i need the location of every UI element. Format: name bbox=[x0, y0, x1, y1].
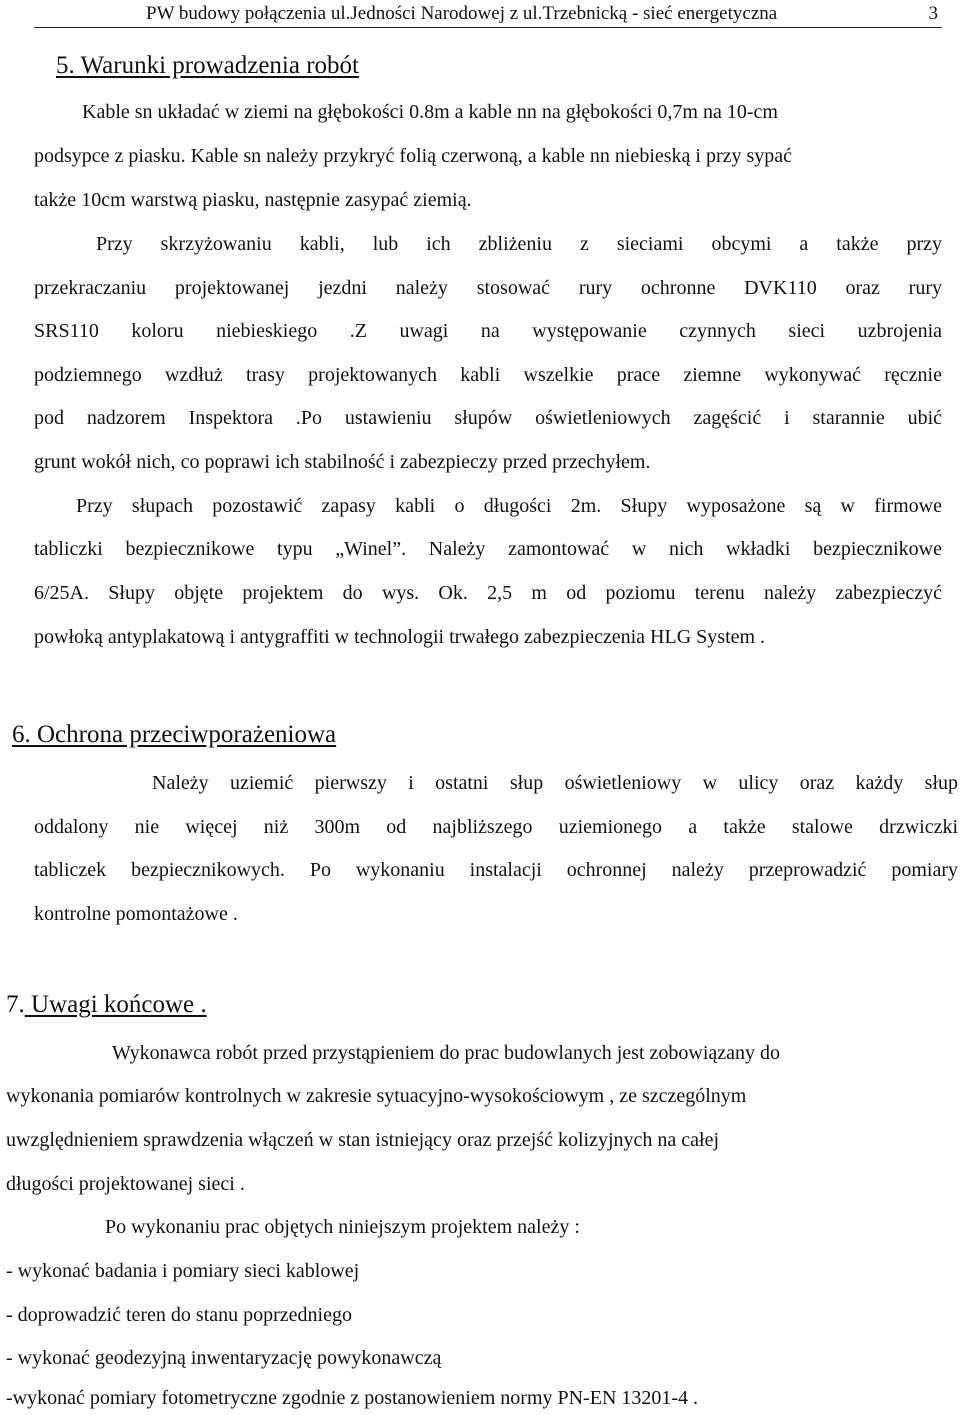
s7-line-2: wykonania pomiarów kontrolnych w zakresie sytuacyjno-wysokościowym , ze szczególnym bbox=[6, 1085, 747, 1107]
list-item: - doprowadzić teren do stanu poprzedniego bbox=[6, 1304, 352, 1326]
header-title: PW budowy połączenia ul.Jedności Narodowej z ul.Trzebnicką - sieć energetyczna bbox=[146, 3, 778, 24]
page-header bbox=[34, 0, 942, 28]
s5-line-13: powłoką antyplakatową i antygraffiti w technologii trwałego zabezpieczenia HLG System . bbox=[34, 626, 766, 648]
section-5-heading: 5. Warunki prowadzenia robót bbox=[56, 52, 359, 79]
s5-line-9: grunt wokół nich, co poprawi ich stabilność i zabezpieczy przed przechyłem. bbox=[34, 451, 651, 473]
s7-line-3: uwzględnieniem sprawdzenia włączeń w stan istniejący oraz przejść kolizyjnych na całej bbox=[6, 1129, 720, 1151]
section-7-heading bbox=[6, 990, 207, 1020]
s6-line-4: kontrolne pomontażowe . bbox=[34, 903, 238, 925]
s5-line-4: Przy skrzyżowaniu kabli, lub ich zbliżeniu z sieciami obcymi a także przy bbox=[96, 233, 942, 255]
s5-line-6: SRS110 koloru niebieskiego .Z uwagi na występowanie czynnych sieci uzbrojenia bbox=[34, 320, 942, 342]
s6-line-1: Należy uziemić pierwszy i ostatni słup oświetleniowy w ulicy oraz każdy słup bbox=[152, 772, 958, 794]
section-7-title: Uwagi końcowe . bbox=[24, 991, 207, 1018]
s7-line-4: długości projektowanej sieci . bbox=[6, 1173, 245, 1195]
s6-line-3: tabliczek bezpiecznikowych. Po wykonaniu instalacji ochronnej należy przeprowadzić pomiary bbox=[34, 859, 958, 881]
s5-line-5: przekraczaniu projektowanej jezdni należy stosować rury ochronne DVK110 oraz rury bbox=[34, 277, 942, 299]
section-7-number: 7. bbox=[6, 991, 25, 1018]
s5-line-10: Przy słupach pozostawić zapasy kabli o długości 2m. Słupy wyposażone są w firmowe bbox=[76, 495, 942, 517]
s5-line-11: tabliczki bezpiecznikowe typu „Winel”. Należy zamontować w nich wkładki bezpiecznikowe bbox=[34, 538, 942, 560]
list-item: -wykonać pomiary fotometryczne zgodnie z postanowieniem normy PN-EN 13201-4 . bbox=[6, 1387, 699, 1409]
page-number: 3 bbox=[928, 3, 938, 24]
list-item: - wykonać geodezyjną inwentaryzację powykonawczą bbox=[6, 1347, 442, 1369]
section-6-heading: 6. Ochrona przeciwporażeniowa bbox=[12, 721, 337, 748]
s5-line-2: podsypce z piasku. Kable sn należy przykryć folią czerwoną, a kable nn niebieską i przy sypać bbox=[34, 145, 793, 167]
s5-line-3: także 10cm warstwą piasku, następnie zasypać ziemią. bbox=[34, 189, 472, 211]
list-item: - wykonać badania i pomiary sieci kablowej bbox=[6, 1260, 360, 1282]
s5-line-1: Kable sn układać w ziemi na głębokości 0.8m a kable nn na głębokości 0,7m na 10-cm bbox=[82, 101, 778, 123]
s5-line-12: 6/25A. Słupy objęte projektem do wys. Ok. 2,5 m od poziomu terenu należy zabezpieczyć bbox=[34, 582, 942, 604]
s7-line-5: Po wykonaniu prac objętych niniejszym projektem należy : bbox=[105, 1216, 580, 1238]
s7-line-1: Wykonawca robót przed przystąpieniem do prac budowlanych jest zobowiązany do bbox=[112, 1042, 781, 1064]
s5-line-7: podziemnego wzdłuż trasy projektowanych kabli wszelkie prace ziemne wykonywać ręcznie bbox=[34, 364, 942, 386]
s5-line-8: pod nadzorem Inspektora .Po ustawieniu słupów oświetleniowych zagęścić i starannie ubić bbox=[34, 407, 942, 429]
s6-line-2: oddalony nie więcej niż 300m od najbliższego uziemionego a także stalowe drzwiczki bbox=[34, 816, 958, 838]
